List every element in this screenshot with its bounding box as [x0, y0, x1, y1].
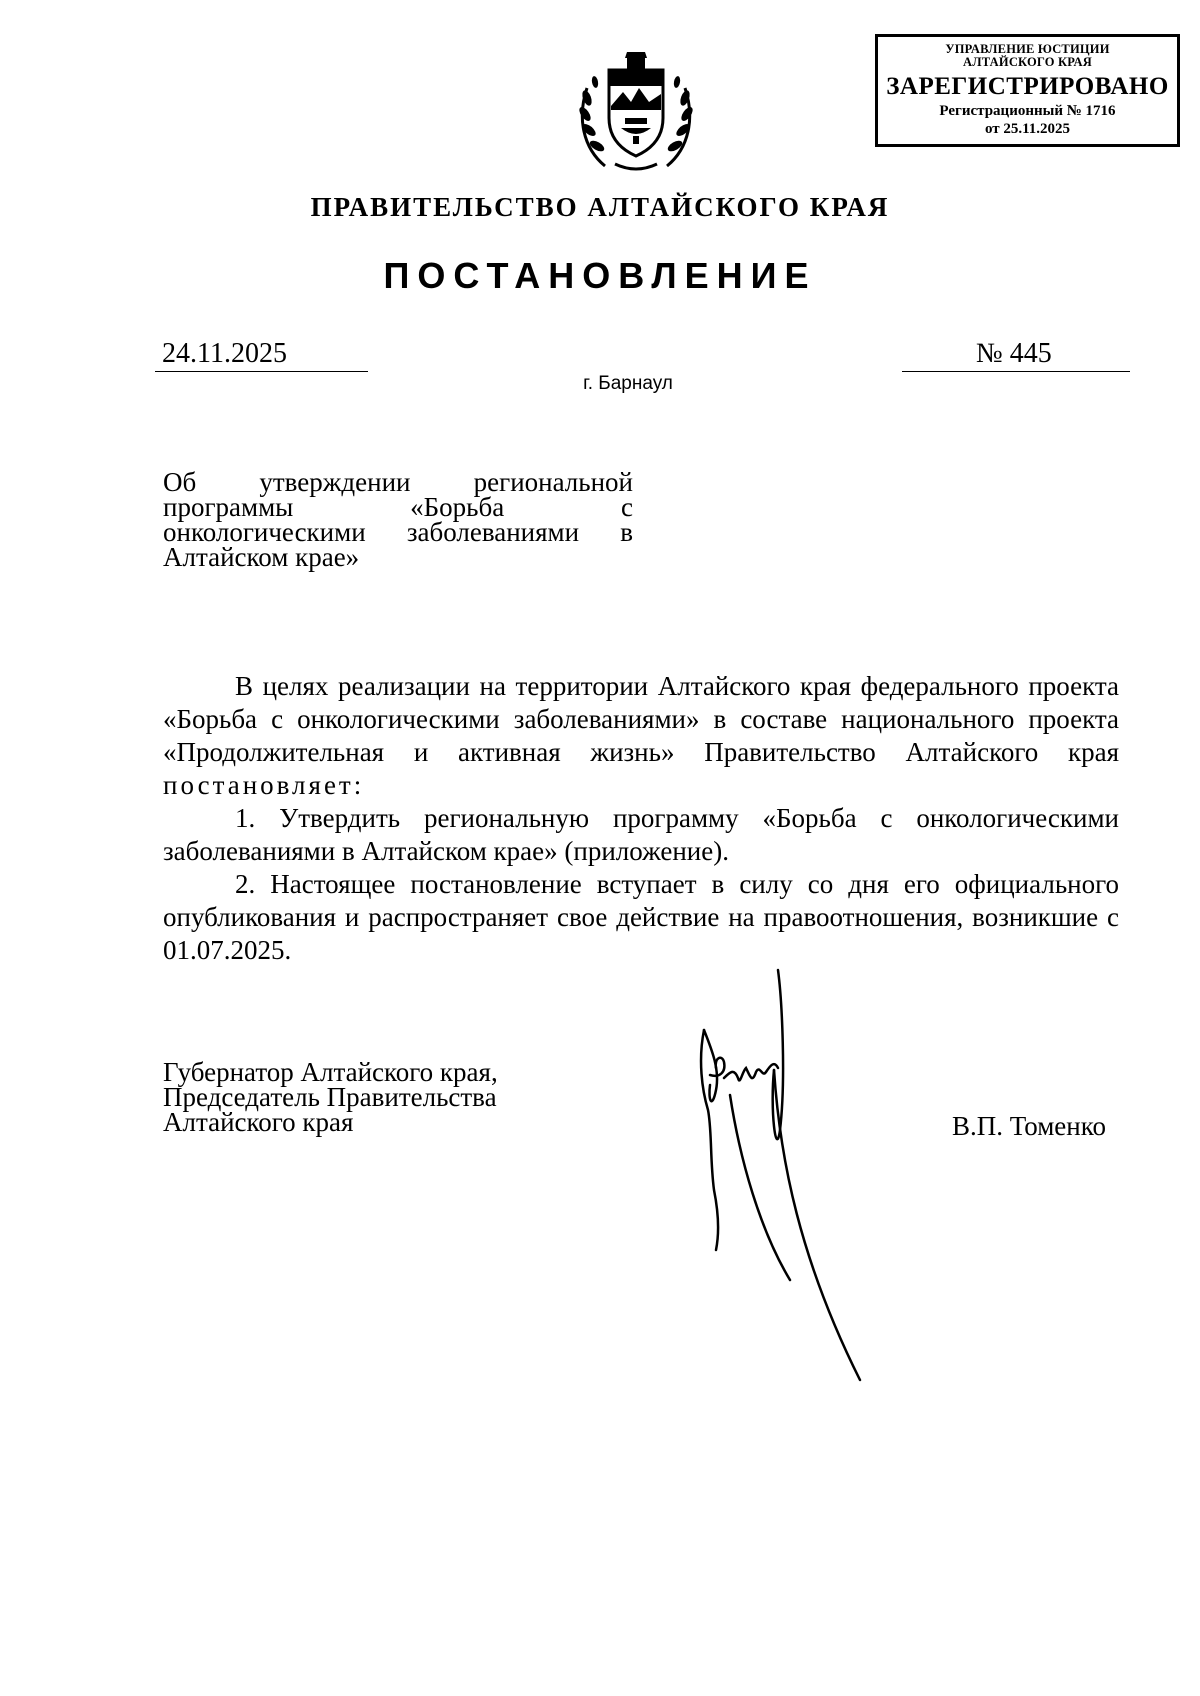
- handwritten-signature: [690, 960, 890, 1390]
- signer-name: В.П. Томенко: [952, 1111, 1106, 1141]
- subject-line: Алтайском крае»: [163, 542, 360, 572]
- document-number: № 445: [976, 338, 1052, 369]
- subject-line: онкологическими заболеваниями в: [163, 517, 633, 547]
- signer-position: Губернатор Алтайского края, Председатель Правительства Алтайского края: [163, 1057, 498, 1137]
- subject-line: программы «Борьба с: [163, 492, 633, 522]
- decree-word: постановляет:: [163, 770, 365, 800]
- document-body: [163, 670, 1119, 967]
- item-2-paragraph: 2. Настоящее постановление вступает в силу со дня его официального опубликования и распространяет свое действие на правоотношения, возникшие с 01.07.2025.: [163, 869, 1119, 965]
- stamp-status: ЗАРЕГИСТРИРОВАНО: [886, 73, 1169, 100]
- document-subject: [163, 467, 633, 572]
- item-1-paragraph: 1. Утвердить региональную программу «Борьба с онкологическими заболеваниями в Алтайском крае» (приложение).: [163, 803, 1119, 866]
- coat-of-arms-emblem: [575, 48, 697, 174]
- subject-line: Об утверждении региональной: [163, 467, 633, 497]
- stamp-org: УПРАВЛЕНИЕ ЮСТИЦИИ АЛТАЙСКОГО КРАЯ: [945, 42, 1110, 69]
- document-type-title: ПОСТАНОВЛЕНИЕ: [383, 255, 817, 296]
- number-underline: [902, 371, 1130, 372]
- government-title: ПРАВИТЕЛЬСТВО АЛТАЙСКОГО КРАЯ: [310, 192, 890, 222]
- stamp-reg-date: от 25.11.2025: [984, 121, 1071, 137]
- date-underline: [155, 371, 368, 372]
- registration-stamp: [875, 34, 1180, 147]
- document-city: г. Барнаул: [583, 373, 673, 394]
- document-date: 24.11.2025: [162, 338, 287, 369]
- stamp-reg-number: Регистрационный № 1716: [939, 103, 1116, 119]
- preamble-paragraph: В целях реализации на территории Алтайского края федерального проекта «Борьба с онкологическими заболеваниями» в составе национального проекта «Продолжительная и активная жизнь» Правительство Алтайского края постановляет:: [163, 671, 1119, 800]
